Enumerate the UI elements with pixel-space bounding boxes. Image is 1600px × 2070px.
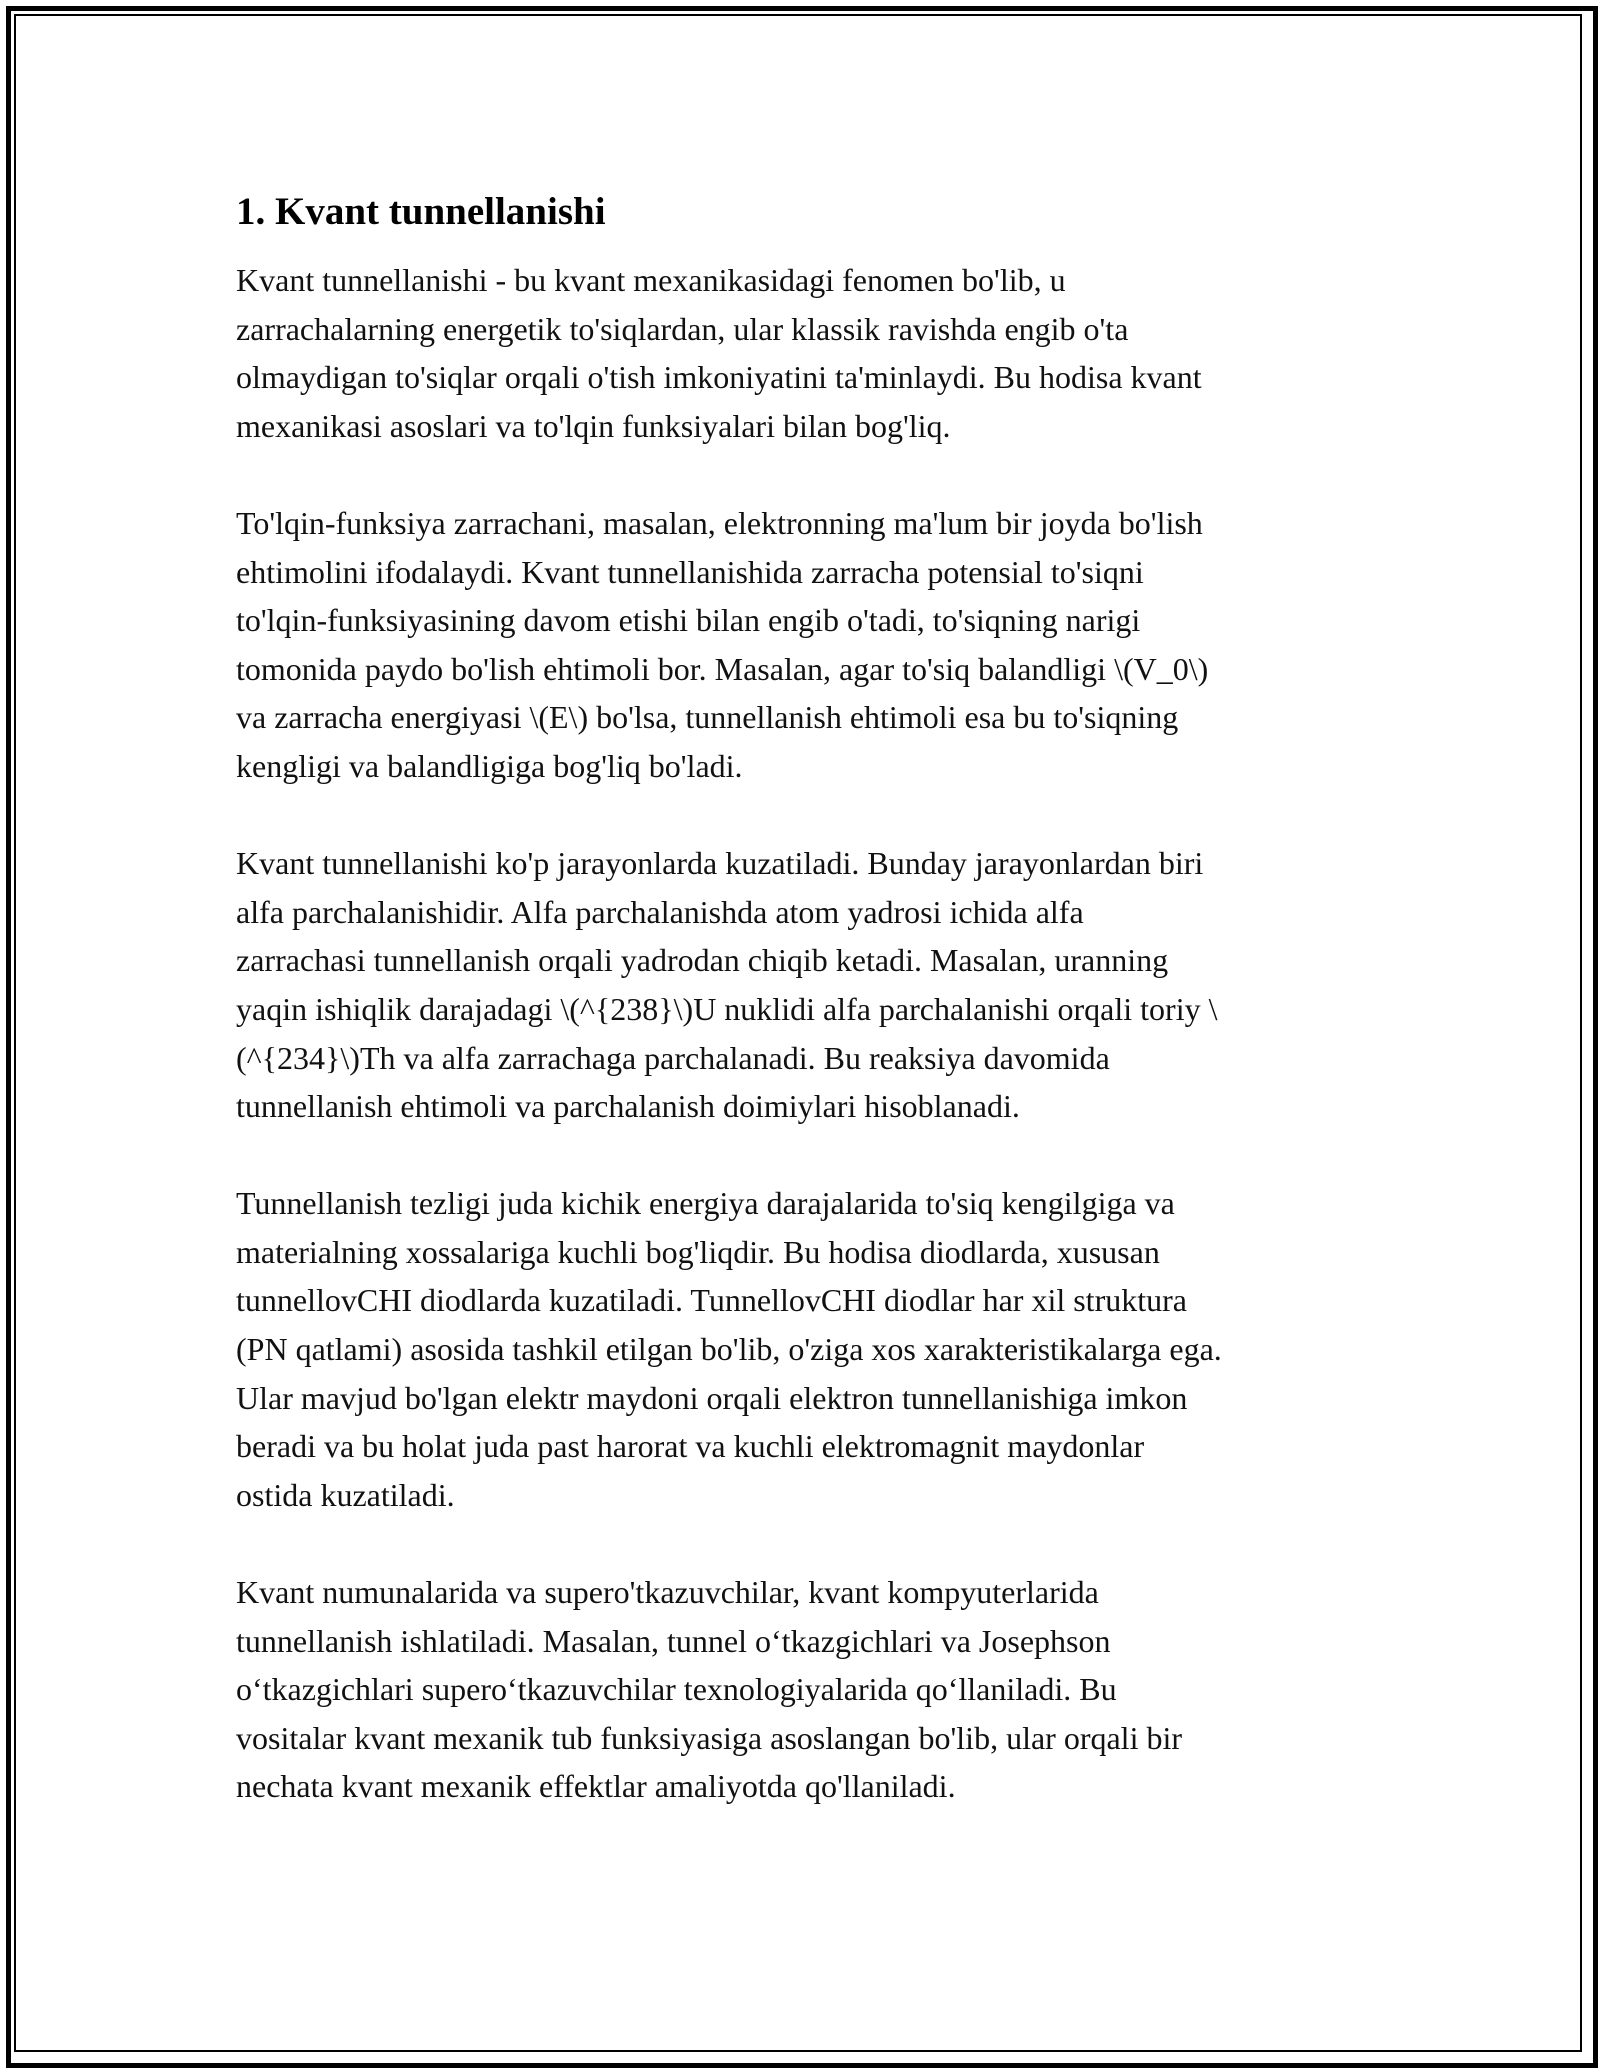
document-body	[236, 188, 1381, 1860]
text-line: olmaydigan to'siqlar orqali o'tish imkoniyatini ta'minlaydi. Bu hodisa kvant	[236, 359, 1202, 396]
text-line: materialning xossalariga kuchli bog'liqdir. Bu hodisa diodlarda, xususan	[236, 1233, 1160, 1270]
paragraph-4	[236, 1179, 1381, 1519]
text-line: ostida kuzatiladi.	[236, 1476, 455, 1513]
text-line: tomonida paydo bo'lish ehtimoli bor. Masalan, agar to'siq balandligi \(V_0\)	[236, 650, 1209, 687]
text-line: tunnellanish ishlatiladi. Masalan, tunnel o‘tkazgichlari va Josephson	[236, 1622, 1111, 1659]
text-line: kengligi va balandligiga bog'liq bo'ladi.	[236, 747, 743, 784]
text-line: zarrachalarning energetik to'siqlardan, ular klassik ravishda engib o'ta	[236, 310, 1129, 347]
text-line: vositalar kvant mexanik tub funksiyasiga asoslangan bo'lib, ular orqali bir	[236, 1719, 1182, 1756]
text-line: nechata kvant mexanik effektlar amaliyotda qo'llaniladi.	[236, 1768, 956, 1805]
text-line: To'lqin-funksiya zarrachani, masalan, elektronning ma'lum bir joyda bo'lish	[236, 504, 1203, 541]
text-line: alfa parchalanishidir. Alfa parchalanishda atom yadrosi ichida alfa	[236, 893, 1084, 930]
paragraph-3	[236, 839, 1381, 1131]
text-line: to'lqin-funksiyasining davom etishi bilan engib o'tadi, to'siqning narigi	[236, 602, 1141, 639]
text-line: Kvant tunnellanishi ko'p jarayonlarda kuzatiladi. Bunday jarayonlardan biri	[236, 845, 1204, 882]
text-line: tunnellovCHI diodlarda kuzatiladi. TunnellovCHI diodlar har xil struktura	[236, 1282, 1187, 1319]
section-heading: 1. Kvant tunnellanishi	[236, 190, 606, 233]
text-line: Ular mavjud bo'lgan elektr maydoni orqali elektron tunnellanishiga imkon	[236, 1379, 1188, 1416]
text-line: zarrachasi tunnellanish orqali yadrodan chiqib ketadi. Masalan, uranning	[236, 942, 1169, 979]
text-line: Kvant numunalarida va supero'tkazuvchilar, kvant kompyuterlarida	[236, 1574, 1099, 1611]
text-line: o‘tkazgichlari supero‘tkazuvchilar texnologiyalarida qo‘llaniladi. Bu	[236, 1671, 1117, 1708]
text-line: ehtimolini ifodalaydi. Kvant tunnellanishida zarracha potensial to'siqni	[236, 553, 1144, 590]
text-line: yaqin ishiqlik darajadagi \(^{238}\)U nuklidi alfa parchalanishi orqali toriy \	[236, 990, 1218, 1027]
text-line: beradi va bu holat juda past harorat va kuchli elektromagnit maydonlar	[236, 1428, 1145, 1465]
text-line: (^{234}\)Th va alfa zarrachaga parchalanadi. Bu reaksiya davomida	[236, 1039, 1110, 1076]
paragraph-2	[236, 499, 1381, 791]
text-line: Kvant tunnellanishi - bu kvant mexanikasidagi fenomen bo'lib, u	[236, 262, 1066, 298]
paragraph-1	[236, 256, 1381, 450]
text-line: mexanikasi asoslari va to'lqin funksiyalari bilan bog'liq.	[236, 407, 951, 444]
paragraph-5	[236, 1568, 1381, 1811]
text-line: (PN qatlami) asosida tashkil etilgan bo'lib, o'ziga xos xarakteristikalarga ega.	[236, 1331, 1222, 1368]
text-line: tunnellanish ehtimoli va parchalanish doimiylari hisoblanadi.	[236, 1088, 1020, 1125]
text-line: Tunnellanish tezligi juda kichik energiya darajalarida to'siq kengilgiga va	[236, 1185, 1175, 1222]
text-line: va zarracha energiyasi \(E\) bo'lsa, tunnellanish ehtimoli esa bu to'siqning	[236, 699, 1179, 736]
